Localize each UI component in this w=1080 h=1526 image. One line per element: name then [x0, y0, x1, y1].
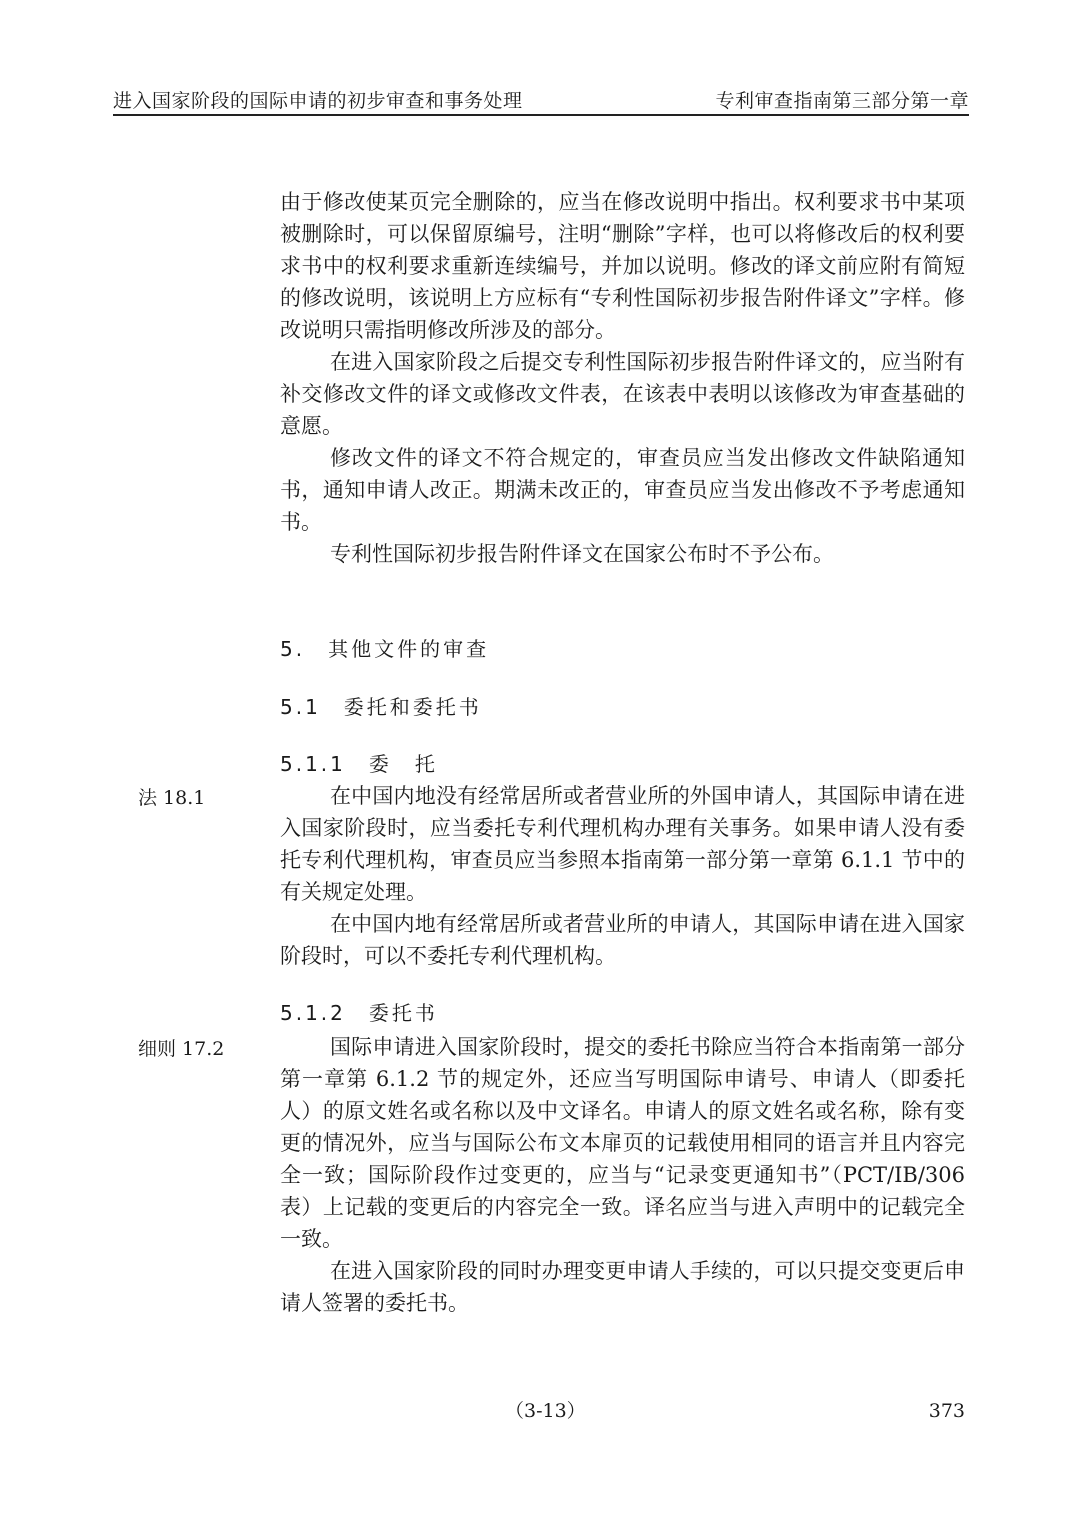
paragraph-power-of-attorney: 国际申请进入国家阶段时，提交的委托书除应当符合本指南第一部分第一章第 6.1.2 节的规定外，还应当写明国际申请号、申请人（即委托人）的原文姓名或名称以及中文译名。申请人的原文姓名或名称，除有变更的情况外，应当与国际公布文本扉页的记载使用相同的语言并且内容完全一致；国际阶段作过变更的，应当与“记录变更通知书”（PCT/IB/306 表）上记载的变更后的内容完全一致。译名应当与进入声明中的记载完全一致。 [280, 1035, 965, 1251]
power-of-attorney-text-block [280, 1031, 965, 1319]
entrustment-text-block [280, 780, 965, 972]
header-guide-part: 专利审查指南第三部分第一章 [715, 90, 969, 112]
section-5-heading: 5. 其他文件的审查 [280, 637, 490, 661]
header-chapter-title: 进入国家阶段的国际申请的初步审查和事务处理 [113, 90, 523, 112]
paragraph-domestic-applicant: 在中国内地有经常居所或者营业所的申请人，其国际申请在进入国家阶段时，可以不委托专利代理机构。 [280, 912, 965, 968]
footer-section-page: （3-13） [505, 1400, 586, 1422]
margin-reference-rule: 细则 17.2 [138, 1038, 225, 1060]
section-5-1-2-heading: 5.1.2 委托书 [280, 1001, 438, 1025]
running-header [113, 84, 969, 116]
paragraph-defect-notice: 修改文件的译文不符合规定的，审查员应当发出修改文件缺陷通知书，通知申请人改正。期满未改正的，审查员应当发出修改不予考虑通知书。 [280, 446, 965, 534]
paragraph-applicant-change: 在进入国家阶段的同时办理变更申请人手续的，可以只提交变更后申请人签署的委托书。 [280, 1259, 965, 1315]
section-5-1-1-heading: 5.1.1 委 托 [280, 752, 438, 776]
paragraph-not-published: 专利性国际初步报告附件译文在国家公布时不予公布。 [330, 542, 834, 566]
section-5-1-heading: 5.1 委托和委托书 [280, 695, 482, 719]
paragraph-page-deletion: 由于修改使某页完全删除的，应当在修改说明中指出。权利要求书中某项被删除时，可以保留原编号，注明“删除”字样，也可以将修改后的权利要求书中的权利要求重新连续编号，并加以说明。修改的译文前应附有简短的修改说明，该说明上方应标有“专利性国际初步报告附件译文”字样。修改说明只需指明修改所涉及的部分。 [280, 190, 965, 342]
paragraph-annex-translation: 在进入国家阶段之后提交专利性国际初步报告附件译文的，应当附有补交修改文件的译文或修改文件表，在该表中表明以该修改为审查基础的意愿。 [280, 350, 965, 438]
margin-reference-law: 法 18.1 [138, 787, 206, 809]
paragraph-foreign-applicant: 在中国内地没有经常居所或者营业所的外国申请人，其国际申请在进入国家阶段时，应当委托专利代理机构办理有关事务。如果申请人没有委托专利代理机构，审查员应当参照本指南第一部分第一章第 6.1.1 节中的有关规定处理。 [280, 784, 965, 904]
footer-page-number: 373 [928, 1400, 965, 1422]
amendment-text-block [280, 186, 965, 570]
